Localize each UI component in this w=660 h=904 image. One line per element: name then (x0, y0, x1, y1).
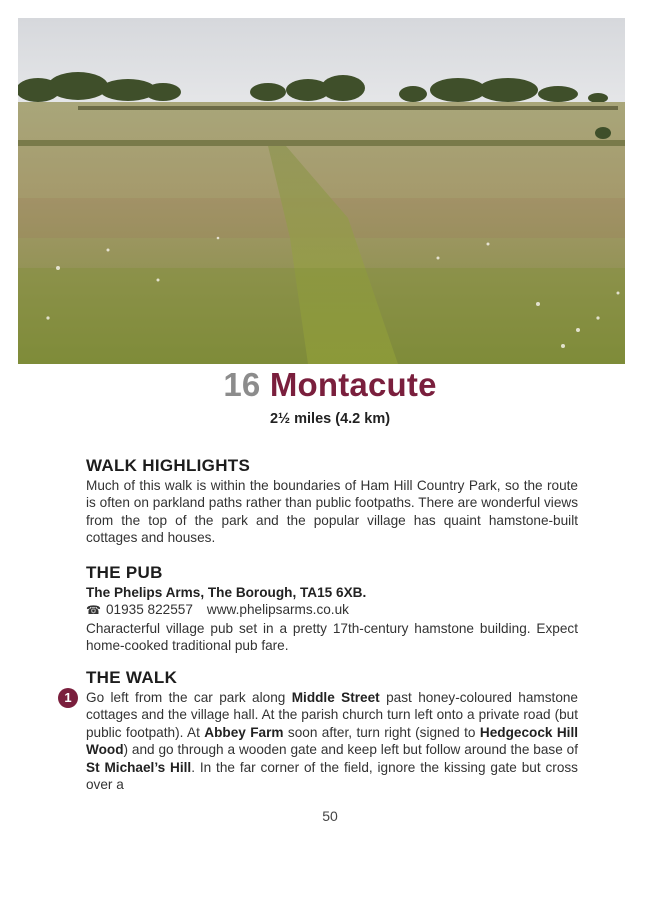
place-hedgecock-hill-wood: Hedgecock Hill Wood (86, 724, 578, 758)
phone-icon: ☎ (86, 603, 101, 618)
walk-directions-section (86, 668, 578, 793)
pub-contact (86, 601, 578, 619)
page-number: 50 (322, 808, 338, 824)
step-text: . In the far corner of the field, ignore the kissing gate but cross over a (86, 759, 578, 793)
step-text: ) and go through a wooden gate and keep left but follow around the base of (123, 742, 578, 758)
walk-step-1-text (86, 689, 578, 793)
walk-title (0, 366, 660, 404)
pub-name-address: The Phelips Arms, The Borough, TA15 6XB. (86, 585, 367, 600)
pub-website[interactable]: www.phelipsarms.co.uk (206, 602, 349, 618)
step-text: past honey-coloured hamstone cottages and the village hall. At the parish church turn left onto a private road (but public footpath). At (86, 690, 578, 740)
walk-number: 16 (223, 366, 261, 403)
walk-heading: THE WALK (86, 668, 178, 687)
step-text: Go left from the car park along (86, 690, 292, 705)
pub-phone[interactable]: 01935 822557 (105, 602, 193, 618)
meadow-photo (18, 18, 625, 364)
walk-distance: 2½ miles (4.2 km) (269, 411, 391, 427)
walk-name: Montacute (269, 366, 437, 403)
place-abbey-farm: Abbey Farm (204, 724, 284, 740)
pub-heading: THE PUB (86, 563, 163, 582)
highlights-text: Much of this walk is within the boundaries of Ham Hill Country Park, so the route is often on parkland paths rather than public footpaths. There are wonderful views from the top of the park and the popular village has quaint hamstone-built cottages and houses. (86, 478, 578, 546)
place-middle-street: Middle Street (291, 690, 380, 705)
step-1-badge: 1 (58, 688, 78, 708)
step-text: soon after, turn right (signed to (283, 724, 480, 740)
pub-section (86, 563, 578, 655)
pub-description: Characterful village pub set in a pretty 17th-century hamstone building. Expect home-cooked traditional pub fare. (86, 620, 578, 654)
meadow-illustration (18, 18, 625, 364)
place-st-michaels-hill: St Michael’s Hill (86, 759, 192, 775)
highlights-section (86, 456, 578, 547)
highlights-heading: WALK HIGHLIGHTS (86, 456, 251, 475)
